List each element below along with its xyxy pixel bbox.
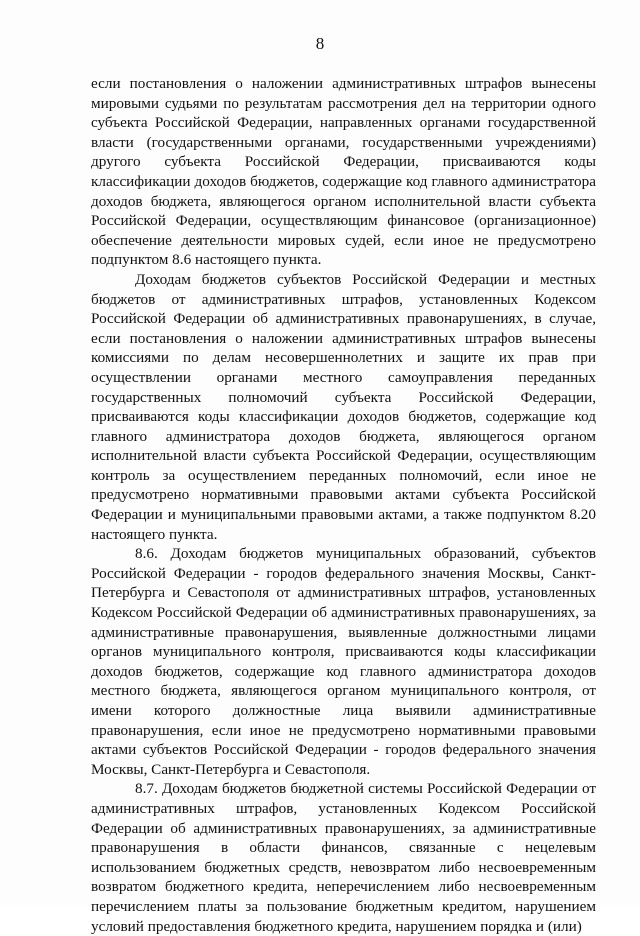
paragraph-continuation: если постановления о наложении административных штрафов вынесены мировыми судьями по результатам рассмотрения дел на территории одного субъекта Российской Федерации, направленных органами государственной власти (государственными органами, государственными учреждениями) другого субъекта Российской Федерации, присваиваются коды классификации доходов бюджетов, содержащие код главного администратора доходов бюджета, являющегося органом исполнительной власти субъекта Российской Федерации, осуществляющим финансовое (организационное) обеспечение деятельности мировых судей, если иное не предусмотрено подпунктом 8.6 настоящего пункта.	[91, 75, 596, 269]
paragraph-8-7: 8.7. Доходам бюджетов бюджетной системы Российской Федерации от административных штрафов, установленных Кодексом Российской Федерации об административных правонарушениях, за административные правонарушения в области финансов, связанные с нецелевым использованием бюджетных средств, невозвратом либо несвоевременным возвратом бюджетного кредита, неперечислением либо несвоевременным перечислением платы за пользование бюджетным кредитом, нарушением условий предоставления бюджетного кредита, нарушением порядка и (или)	[91, 780, 596, 935]
paragraph-8-6: 8.6. Доходам бюджетов муниципальных образований, субъектов Российской Федерации - городов федерального значения Москвы, Санкт-Петербурга и Севастополя от административных штрафов, установленных Кодексом Российской Федерации об административных правонарушениях, за административные правонарушения, выявленные должностными лицами органов муниципального контроля, присваиваются коды классификации доходов бюджетов, содержащие код главного администратора доходов местного бюджета, являющегося органом муниципального контроля, от имени которого должностные лица выявили административные правонарушения, если иное не предусмотрено нормативными правовыми актами субъектов Российской Федерации - городов федерального значения Москвы, Санкт-Петербурга и Севастополя.	[91, 545, 596, 778]
document-body	[91, 74, 596, 936]
page-number: 8	[315, 34, 325, 53]
paragraph-local-budgets: Доходам бюджетов субъектов Российской Федерации и местных бюджетов от административных штрафов, установленных Кодексом Российской Федерации об административных правонарушениях, в случае, если постановления о наложении административных штрафов вынесены комиссиями по делам несовершеннолетних и защите их прав при осуществлении органами местного самоуправления переданных государственных полномочий субъекта Российской Федерации, присваиваются коды классификации доходов бюджетов, содержащие код главного администратора доходов бюджета, являющегося органом исполнительной власти субъекта Российской Федерации, осуществляющим контроль за осуществлением переданных полномочий, если иное не предусмотрено нормативными правовыми актами субъекта Российской Федерации и муниципальными правовыми актами, а также подпунктом 8.20 настоящего пункта.	[91, 270, 596, 543]
